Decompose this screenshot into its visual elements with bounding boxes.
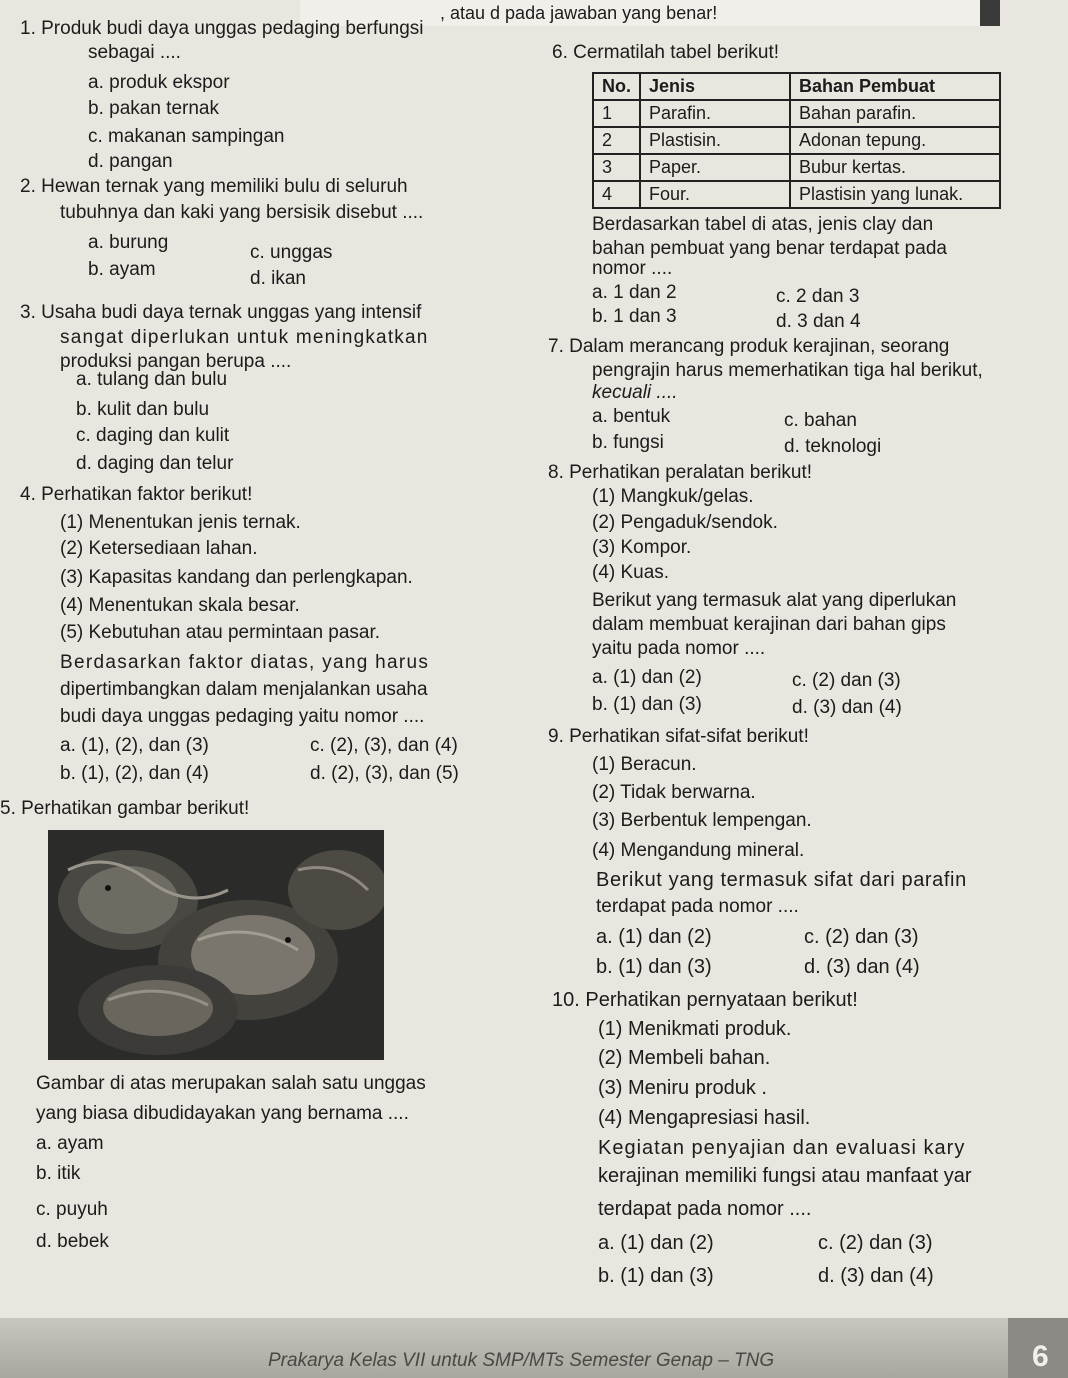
list-item: (3) Kapasitas kandang dan perlengkapan.	[60, 567, 413, 588]
option-c[interactable]: c. (2) dan (3)	[818, 1232, 933, 1254]
footer-bar	[0, 1318, 1068, 1378]
instruction-text: , atau d pada jawaban yang benar!	[440, 3, 718, 23]
banner-corner	[980, 0, 1000, 26]
question-stem: 8. Perhatikan peralatan berikut!	[548, 462, 813, 483]
list-item: (4) Mengapresiasi hasil.	[598, 1107, 811, 1129]
table-row	[593, 100, 1000, 127]
question-stem: Berdasarkan tabel di atas, jenis clay dan	[592, 214, 934, 235]
list-item: (2) Tidak berwarna.	[592, 782, 756, 803]
table-cell: Adonan tepung.	[790, 127, 1000, 154]
list-item: (1) Beracun.	[592, 754, 697, 775]
option-a[interactable]: a. (1) dan (2)	[598, 1232, 714, 1254]
question-stem: budi daya unggas pedaging yaitu nomor ....	[60, 706, 425, 727]
table-cell: Paper.	[640, 154, 790, 181]
question-stem: tubuhnya dan kaki yang bersisik disebut ....	[60, 202, 424, 223]
option-b[interactable]: b. itik	[36, 1163, 81, 1184]
option-a[interactable]: a. ayam	[36, 1133, 104, 1154]
question-stem: kerajinan memiliki fungsi atau manfaat yar	[598, 1165, 972, 1187]
option-d[interactable]: d. bebek	[36, 1231, 109, 1252]
table-cell: 1	[593, 100, 640, 127]
option-c[interactable]: c. makanan sampingan	[88, 126, 285, 147]
question-stem: sangat diperlukan untuk meningkatkan	[60, 327, 429, 348]
option-b[interactable]: b. ayam	[88, 259, 156, 280]
option-b[interactable]: b. fungsi	[592, 432, 664, 453]
table-cell: Plastisin yang lunak.	[790, 181, 1000, 208]
question-stem: kecuali ....	[592, 382, 678, 403]
table-row	[593, 154, 1000, 181]
question-stem: 9. Perhatikan sifat-sifat berikut!	[548, 726, 809, 747]
table-cell: 2	[593, 127, 640, 154]
option-d[interactable]: d. teknologi	[784, 436, 882, 457]
question-stem: 1. Produk budi daya unggas pedaging berfungsi	[20, 18, 424, 39]
option-c[interactable]: c. (2) dan (3)	[804, 926, 919, 948]
list-item: (1) Mangkuk/gelas.	[592, 486, 754, 507]
question-stem: 7. Dalam merancang produk kerajinan, seorang	[548, 336, 950, 357]
option-b[interactable]: b. (1) dan (3)	[596, 956, 712, 978]
question-stem: 6. Cermatilah tabel berikut!	[552, 42, 780, 63]
question-stem: sebagai ....	[88, 42, 181, 63]
list-item: (3) Meniru produk .	[598, 1077, 767, 1099]
option-a[interactable]: a. (1) dan (2)	[596, 926, 712, 948]
option-d[interactable]: d. (3) dan (4)	[804, 956, 920, 978]
list-item: (3) Berbentuk lempengan.	[592, 810, 812, 831]
question-stem: 5. Perhatikan gambar berikut!	[0, 798, 250, 819]
question-stem: 3. Usaha budi daya ternak unggas yang intensif	[20, 302, 422, 323]
option-c[interactable]: c. bahan	[784, 410, 857, 431]
table-row	[593, 127, 1000, 154]
question-stem: 4. Perhatikan faktor berikut!	[20, 484, 253, 505]
column-header: No.	[593, 73, 640, 100]
option-c[interactable]: c. unggas	[250, 242, 333, 263]
question-stem: Gambar di atas merupakan salah satu unggas	[36, 1073, 426, 1094]
question-stem: 2. Hewan ternak yang memiliki bulu di seluruh	[20, 176, 408, 197]
column-header: Jenis	[640, 73, 790, 100]
question-stem: Berikut yang termasuk alat yang diperlukan	[592, 590, 957, 611]
table-cell: Parafin.	[640, 100, 790, 127]
question-stem: yang biasa dibudidayakan yang bernama ....	[36, 1103, 409, 1124]
option-c[interactable]: c. (2), (3), dan (4)	[310, 735, 458, 756]
list-item: (4) Kuas.	[592, 562, 670, 583]
option-a[interactable]: a. 1 dan 2	[592, 282, 677, 303]
option-b[interactable]: b. kulit dan bulu	[76, 399, 210, 420]
list-item: (3) Kompor.	[592, 537, 692, 558]
page-number-tab	[1008, 1318, 1068, 1378]
question-stem: produksi pangan berupa ....	[60, 351, 292, 372]
list-item: (4) Mengandung mineral.	[592, 840, 805, 861]
option-b[interactable]: b. (1) dan (3)	[592, 694, 702, 715]
option-a[interactable]: a. (1), (2), dan (3)	[60, 735, 209, 756]
question-stem: Berdasarkan faktor diatas, yang harus	[60, 652, 430, 673]
option-d[interactable]: d. (3) dan (4)	[792, 697, 902, 718]
option-d[interactable]: d. pangan	[88, 151, 173, 172]
footer-text: Prakarya Kelas VII untuk SMP/MTs Semester Genap – TNG	[268, 1350, 775, 1371]
option-d[interactable]: d. daging dan telur	[76, 453, 234, 474]
question-stem: pengrajin harus memerhatikan tiga hal berikut,	[592, 360, 983, 381]
table-cell: Bubur kertas.	[790, 154, 1000, 181]
list-item: (4) Menentukan skala besar.	[60, 595, 300, 616]
page-number: 6	[1032, 1340, 1049, 1373]
table-header-row	[593, 73, 1000, 100]
question-stem: terdapat pada nomor ....	[596, 896, 799, 917]
clay-table	[592, 72, 1001, 209]
option-b[interactable]: b. pakan ternak	[88, 98, 219, 119]
option-b[interactable]: b. 1 dan 3	[592, 306, 677, 327]
list-item: (1) Menikmati produk.	[598, 1018, 792, 1040]
table-cell: Bahan parafin.	[790, 100, 1000, 127]
option-a[interactable]: a. produk ekspor	[88, 72, 230, 93]
option-d[interactable]: d. (3) dan (4)	[818, 1265, 934, 1287]
question-stem: nomor ....	[592, 258, 673, 279]
option-d[interactable]: d. (2), (3), dan (5)	[310, 763, 459, 784]
table-cell: 3	[593, 154, 640, 181]
option-c[interactable]: c. 2 dan 3	[776, 286, 860, 307]
option-c[interactable]: c. daging dan kulit	[76, 425, 230, 446]
option-b[interactable]: b. (1), (2), dan (4)	[60, 763, 209, 784]
table-cell: Plastisin.	[640, 127, 790, 154]
option-c[interactable]: c. (2) dan (3)	[792, 670, 901, 691]
option-d[interactable]: d. ikan	[250, 268, 306, 289]
question-stem: bahan pembuat yang benar terdapat pada	[592, 238, 947, 259]
question-stem: dipertimbangkan dalam menjalankan usaha	[60, 679, 428, 700]
quail-photo	[48, 830, 384, 1060]
option-d[interactable]: d. 3 dan 4	[776, 311, 861, 332]
list-item: (1) Menentukan jenis ternak.	[60, 512, 301, 533]
question-stem: terdapat pada nomor ....	[598, 1198, 812, 1220]
question-stem: Berikut yang termasuk sifat dari parafin	[596, 869, 967, 891]
list-item: (2) Ketersediaan lahan.	[60, 538, 258, 559]
list-item: (2) Pengaduk/sendok.	[592, 512, 778, 533]
question-stem: 10. Perhatikan pernyataan berikut!	[552, 989, 858, 1011]
question-stem: dalam membuat kerajinan dari bahan gips	[592, 614, 946, 635]
option-a[interactable]: a. (1) dan (2)	[592, 667, 702, 688]
option-a[interactable]: a. tulang dan bulu	[76, 369, 228, 390]
question-stem: Kegiatan penyajian dan evaluasi kary	[598, 1137, 966, 1159]
option-c[interactable]: c. puyuh	[36, 1199, 108, 1220]
question-stem: yaitu pada nomor ....	[592, 638, 766, 659]
table-cell: 4	[593, 181, 640, 208]
list-item: (5) Kebutuhan atau permintaan pasar.	[60, 622, 381, 643]
option-b[interactable]: b. (1) dan (3)	[598, 1265, 714, 1287]
option-a[interactable]: a. burung	[88, 232, 169, 253]
quail-image	[48, 830, 384, 1060]
column-header: Bahan Pembuat	[790, 73, 1000, 100]
table-cell: Four.	[640, 181, 790, 208]
option-a[interactable]: a. bentuk	[592, 406, 671, 427]
table-row	[593, 181, 1000, 208]
list-item: (2) Membeli bahan.	[598, 1047, 771, 1069]
